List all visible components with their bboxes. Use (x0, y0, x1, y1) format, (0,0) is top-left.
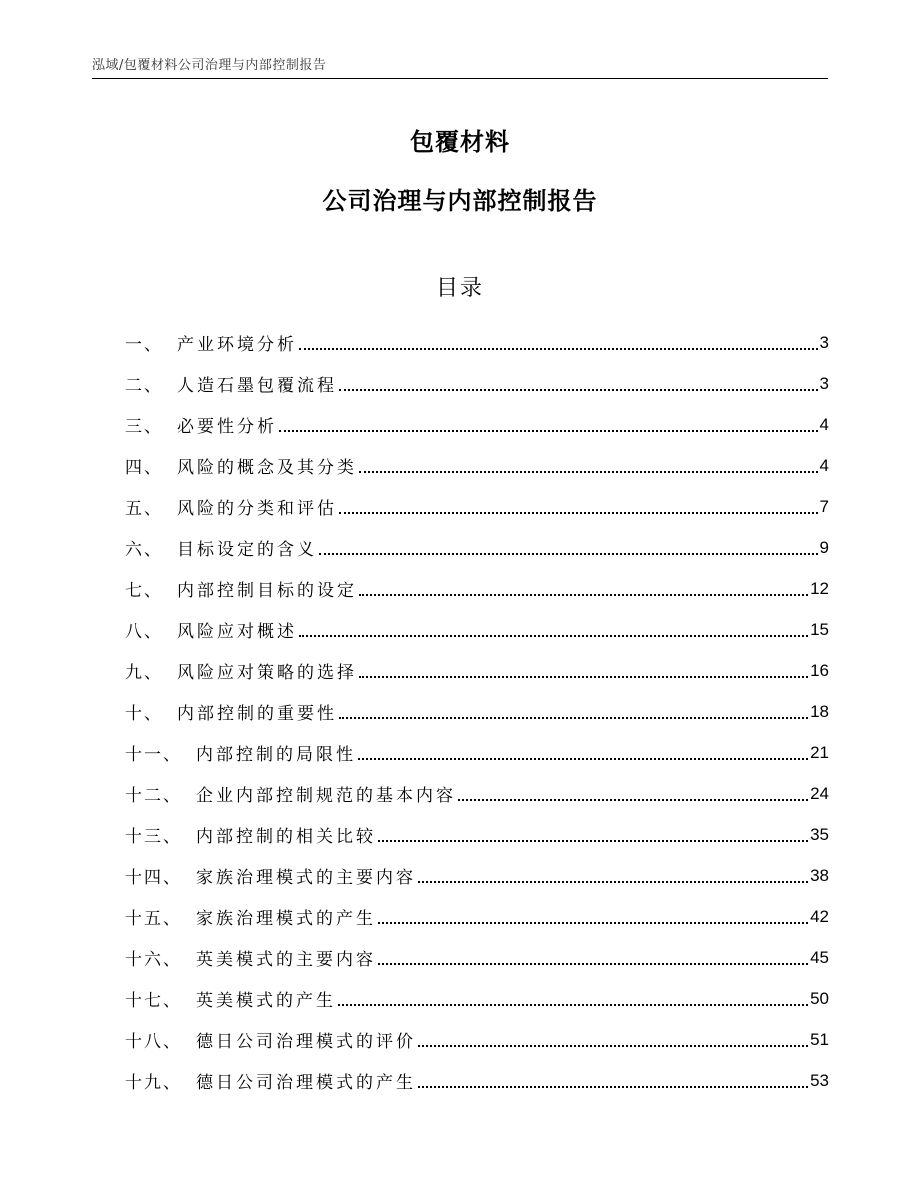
toc-entry-number: 八、 (125, 622, 163, 642)
toc-entry-page: 15 (810, 619, 829, 639)
toc-dot-leader (319, 553, 818, 555)
toc-entry-number: 五、 (125, 499, 163, 519)
toc-entry[interactable] (125, 732, 829, 773)
toc-entry-number: 九、 (125, 663, 163, 683)
toc-entry[interactable] (125, 855, 829, 896)
toc-entry-title: 英美模式的主要内容 (196, 950, 376, 970)
toc-dot-leader (358, 758, 808, 760)
toc-entry-page: 4 (819, 414, 829, 434)
toc-dot-leader (378, 922, 808, 924)
toc-entry-title: 家族治理模式的产生 (196, 909, 376, 929)
toc-entry-page: 38 (810, 865, 829, 885)
toc-entry-title: 风险应对概述 (177, 622, 297, 642)
toc-entry-number: 十五、 (125, 909, 182, 929)
toc-entry[interactable] (125, 486, 829, 527)
running-header: 泓域/包覆材料公司治理与内部控制报告 (92, 58, 327, 73)
toc-entry[interactable] (125, 978, 829, 1019)
toc-entry-number: 十六、 (125, 950, 182, 970)
toc-entry-title: 目标设定的含义 (177, 540, 317, 560)
toc-entry[interactable] (125, 363, 829, 404)
toc-entry-title: 内部控制的重要性 (177, 704, 337, 724)
toc-entry-number: 二、 (125, 376, 163, 396)
toc-entry-page: 3 (819, 373, 829, 393)
toc-entry-page: 4 (819, 455, 829, 475)
toc-entry-title: 风险的分类和评估 (177, 499, 337, 519)
toc-dot-leader (359, 676, 808, 678)
toc-dot-leader (299, 348, 818, 350)
toc-entry-number: 十一、 (125, 745, 182, 765)
toc-dot-leader (359, 471, 818, 473)
toc-entry-title: 风险应对策略的选择 (177, 663, 357, 683)
table-of-contents (125, 322, 829, 1101)
toc-entry-page: 7 (819, 496, 829, 516)
toc-entry[interactable] (125, 1019, 829, 1060)
toc-entry-title: 风险的概念及其分类 (177, 458, 357, 478)
toc-entry-number: 十二、 (125, 786, 182, 806)
toc-dot-leader (418, 1086, 808, 1088)
toc-dot-leader (418, 881, 808, 883)
toc-entry-page: 42 (810, 906, 829, 926)
toc-entry-page: 53 (810, 1070, 829, 1090)
toc-dot-leader (279, 430, 818, 432)
toc-dot-leader (378, 963, 808, 965)
toc-entry[interactable] (125, 568, 829, 609)
toc-entry[interactable] (125, 404, 829, 445)
toc-entry-title: 德日公司治理模式的产生 (196, 1073, 416, 1093)
toc-entry-page: 51 (810, 1029, 829, 1049)
toc-dot-leader (339, 717, 808, 719)
toc-entry-page: 21 (810, 742, 829, 762)
document-subtitle: 公司治理与内部控制报告 (322, 187, 598, 215)
toc-dot-leader (338, 1004, 808, 1006)
toc-entry-number: 十九、 (125, 1073, 182, 1093)
toc-entry-title: 英美模式的产生 (196, 991, 336, 1011)
toc-entry-page: 35 (810, 824, 829, 844)
toc-entry[interactable] (125, 445, 829, 486)
toc-entry[interactable] (125, 691, 829, 732)
toc-entry-page: 9 (819, 537, 829, 557)
toc-dot-leader (458, 799, 808, 801)
toc-entry-title: 德日公司治理模式的评价 (196, 1032, 416, 1052)
toc-dot-leader (339, 512, 818, 514)
toc-entry-title: 内部控制目标的设定 (177, 581, 357, 601)
toc-entry[interactable] (125, 773, 829, 814)
toc-dot-leader (359, 594, 808, 596)
toc-entry[interactable] (125, 609, 829, 650)
toc-entry-number: 一、 (125, 335, 163, 355)
toc-entry-title: 产业环境分析 (177, 335, 297, 355)
toc-dot-leader (378, 840, 808, 842)
toc-entry-number: 十三、 (125, 827, 182, 847)
toc-entry-title: 家族治理模式的主要内容 (196, 868, 416, 888)
toc-entry-number: 十四、 (125, 868, 182, 888)
toc-entry-number: 十八、 (125, 1032, 182, 1052)
toc-dot-leader (418, 1045, 808, 1047)
toc-entry-page: 16 (810, 660, 829, 680)
toc-entry[interactable] (125, 650, 829, 691)
toc-entry-page: 3 (819, 332, 829, 352)
toc-dot-leader (299, 635, 808, 637)
toc-entry-page: 12 (810, 578, 829, 598)
toc-entry[interactable] (125, 896, 829, 937)
toc-entry-number: 十七、 (125, 991, 182, 1011)
toc-entry-title: 内部控制的局限性 (196, 745, 356, 765)
toc-entry[interactable] (125, 527, 829, 568)
toc-entry[interactable] (125, 814, 829, 855)
toc-entry-number: 十、 (125, 704, 163, 724)
toc-entry-number: 三、 (125, 417, 163, 437)
toc-entry-number: 七、 (125, 581, 163, 601)
toc-heading: 目录 (435, 276, 484, 301)
toc-entry-title: 企业内部控制规范的基本内容 (196, 786, 456, 806)
toc-entry[interactable] (125, 322, 829, 363)
toc-entry-page: 24 (810, 783, 829, 803)
toc-entry-number: 六、 (125, 540, 163, 560)
toc-entry[interactable] (125, 1060, 829, 1101)
toc-entry-title: 必要性分析 (177, 417, 277, 437)
toc-dot-leader (339, 389, 818, 391)
toc-entry-page: 50 (810, 988, 829, 1008)
header-rule (92, 78, 828, 79)
toc-entry[interactable] (125, 937, 829, 978)
toc-entry-title: 内部控制的相关比较 (196, 827, 376, 847)
document-title: 包覆材料 (410, 128, 510, 156)
toc-entry-page: 45 (810, 947, 829, 967)
toc-entry-page: 18 (810, 701, 829, 721)
toc-entry-number: 四、 (125, 458, 163, 478)
toc-entry-title: 人造石墨包覆流程 (177, 376, 337, 396)
